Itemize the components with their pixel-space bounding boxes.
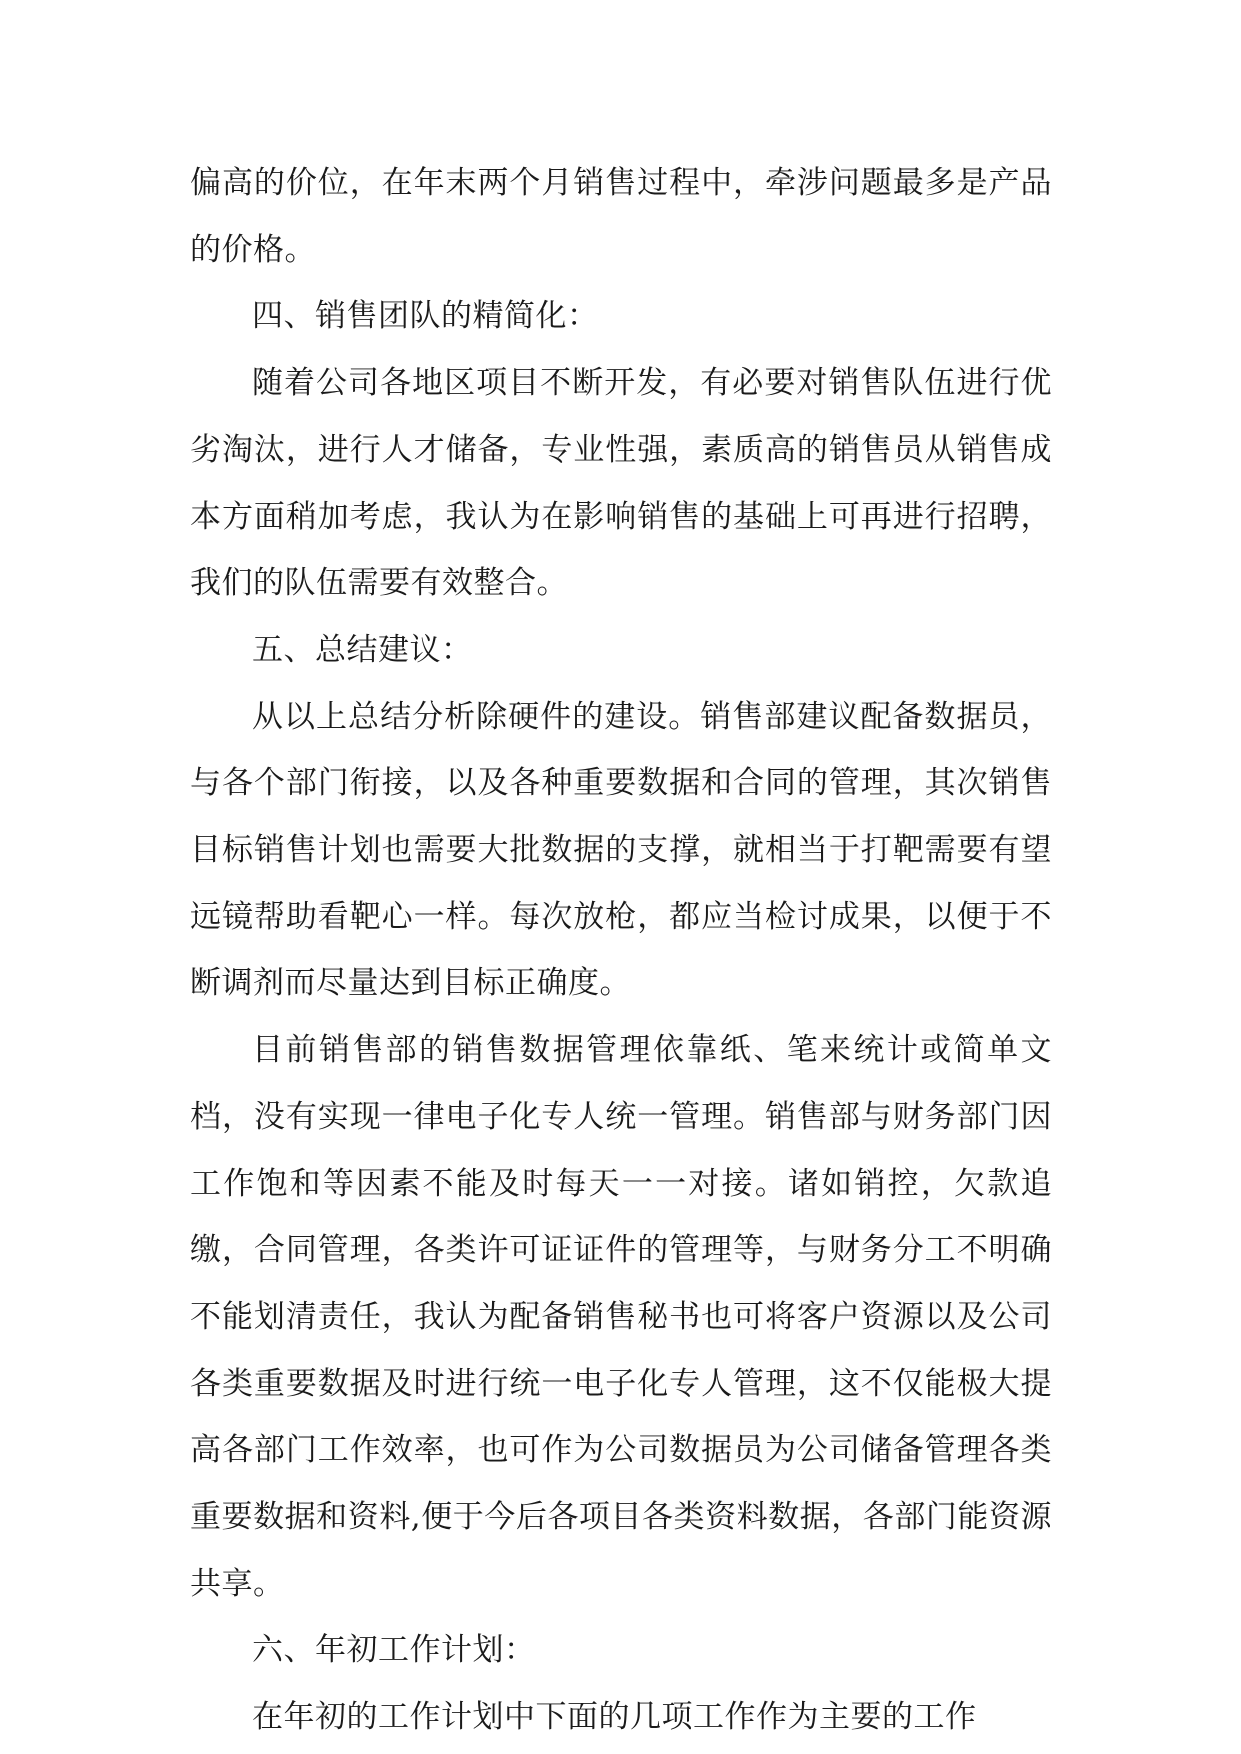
- document-body: [190, 150, 1052, 1751]
- paragraph-summary-management: 目前销售部的销售数据管理依靠纸、笔来统计或简单文档，没有实现一律电子化专人统一管理。销售部与财务部门因工作饱和等因素不能及时每天一一对接。诸如销控，欠款追缴，合同管理，各类许可证证件的管理等，与财务分工不明确不能划清责任，我认为配备销售秘书也可将客户资源以及公司各类重要数据及时进行统一电子化专人管理，这不仅能极大提高各部门工作效率，也可作为公司数据员为公司储备管理各类重要数据和资料,便于今后各项目各类资料数据，各部门能资源共享。: [190, 1032, 1052, 1602]
- paragraph-price-continuation: 偏高的价位，在年末两个月销售过程中，牵涉问题最多是产品的价格。: [190, 165, 1052, 268]
- section-heading-summary: 五、总结建议：: [252, 631, 473, 668]
- paragraph-summary-data-clerk: 从以上总结分析除硬件的建设。销售部建议配备数据员，与各个部门衔接，以及各种重要数据和合同的管理，其次销售目标销售计划也需要大批数据的支撑，就相当于打靶需要有望远镜帮助看靶心一样。每次放枪，都应当检讨成果，以便于不断调剂而尽量达到目标正确度。: [190, 698, 1052, 1002]
- section-heading-work-plan: 六、年初工作计划：: [252, 1632, 536, 1669]
- paragraph-work-plan: 在年初的工作计划中下面的几项工作作为主要的工作: [252, 1699, 977, 1736]
- paragraph-sales-team: 随着公司各地区项目不断开发，有必要对销售队伍进行优劣淘汰，进行人才储备，专业性强，素质高的销售员从销售成本方面稍加考虑，我认为在影响销售的基础上可再进行招聘，我们的队伍需要有效整合。: [190, 365, 1052, 602]
- section-heading-sales-team: 四、销售团队的精简化：: [252, 298, 599, 335]
